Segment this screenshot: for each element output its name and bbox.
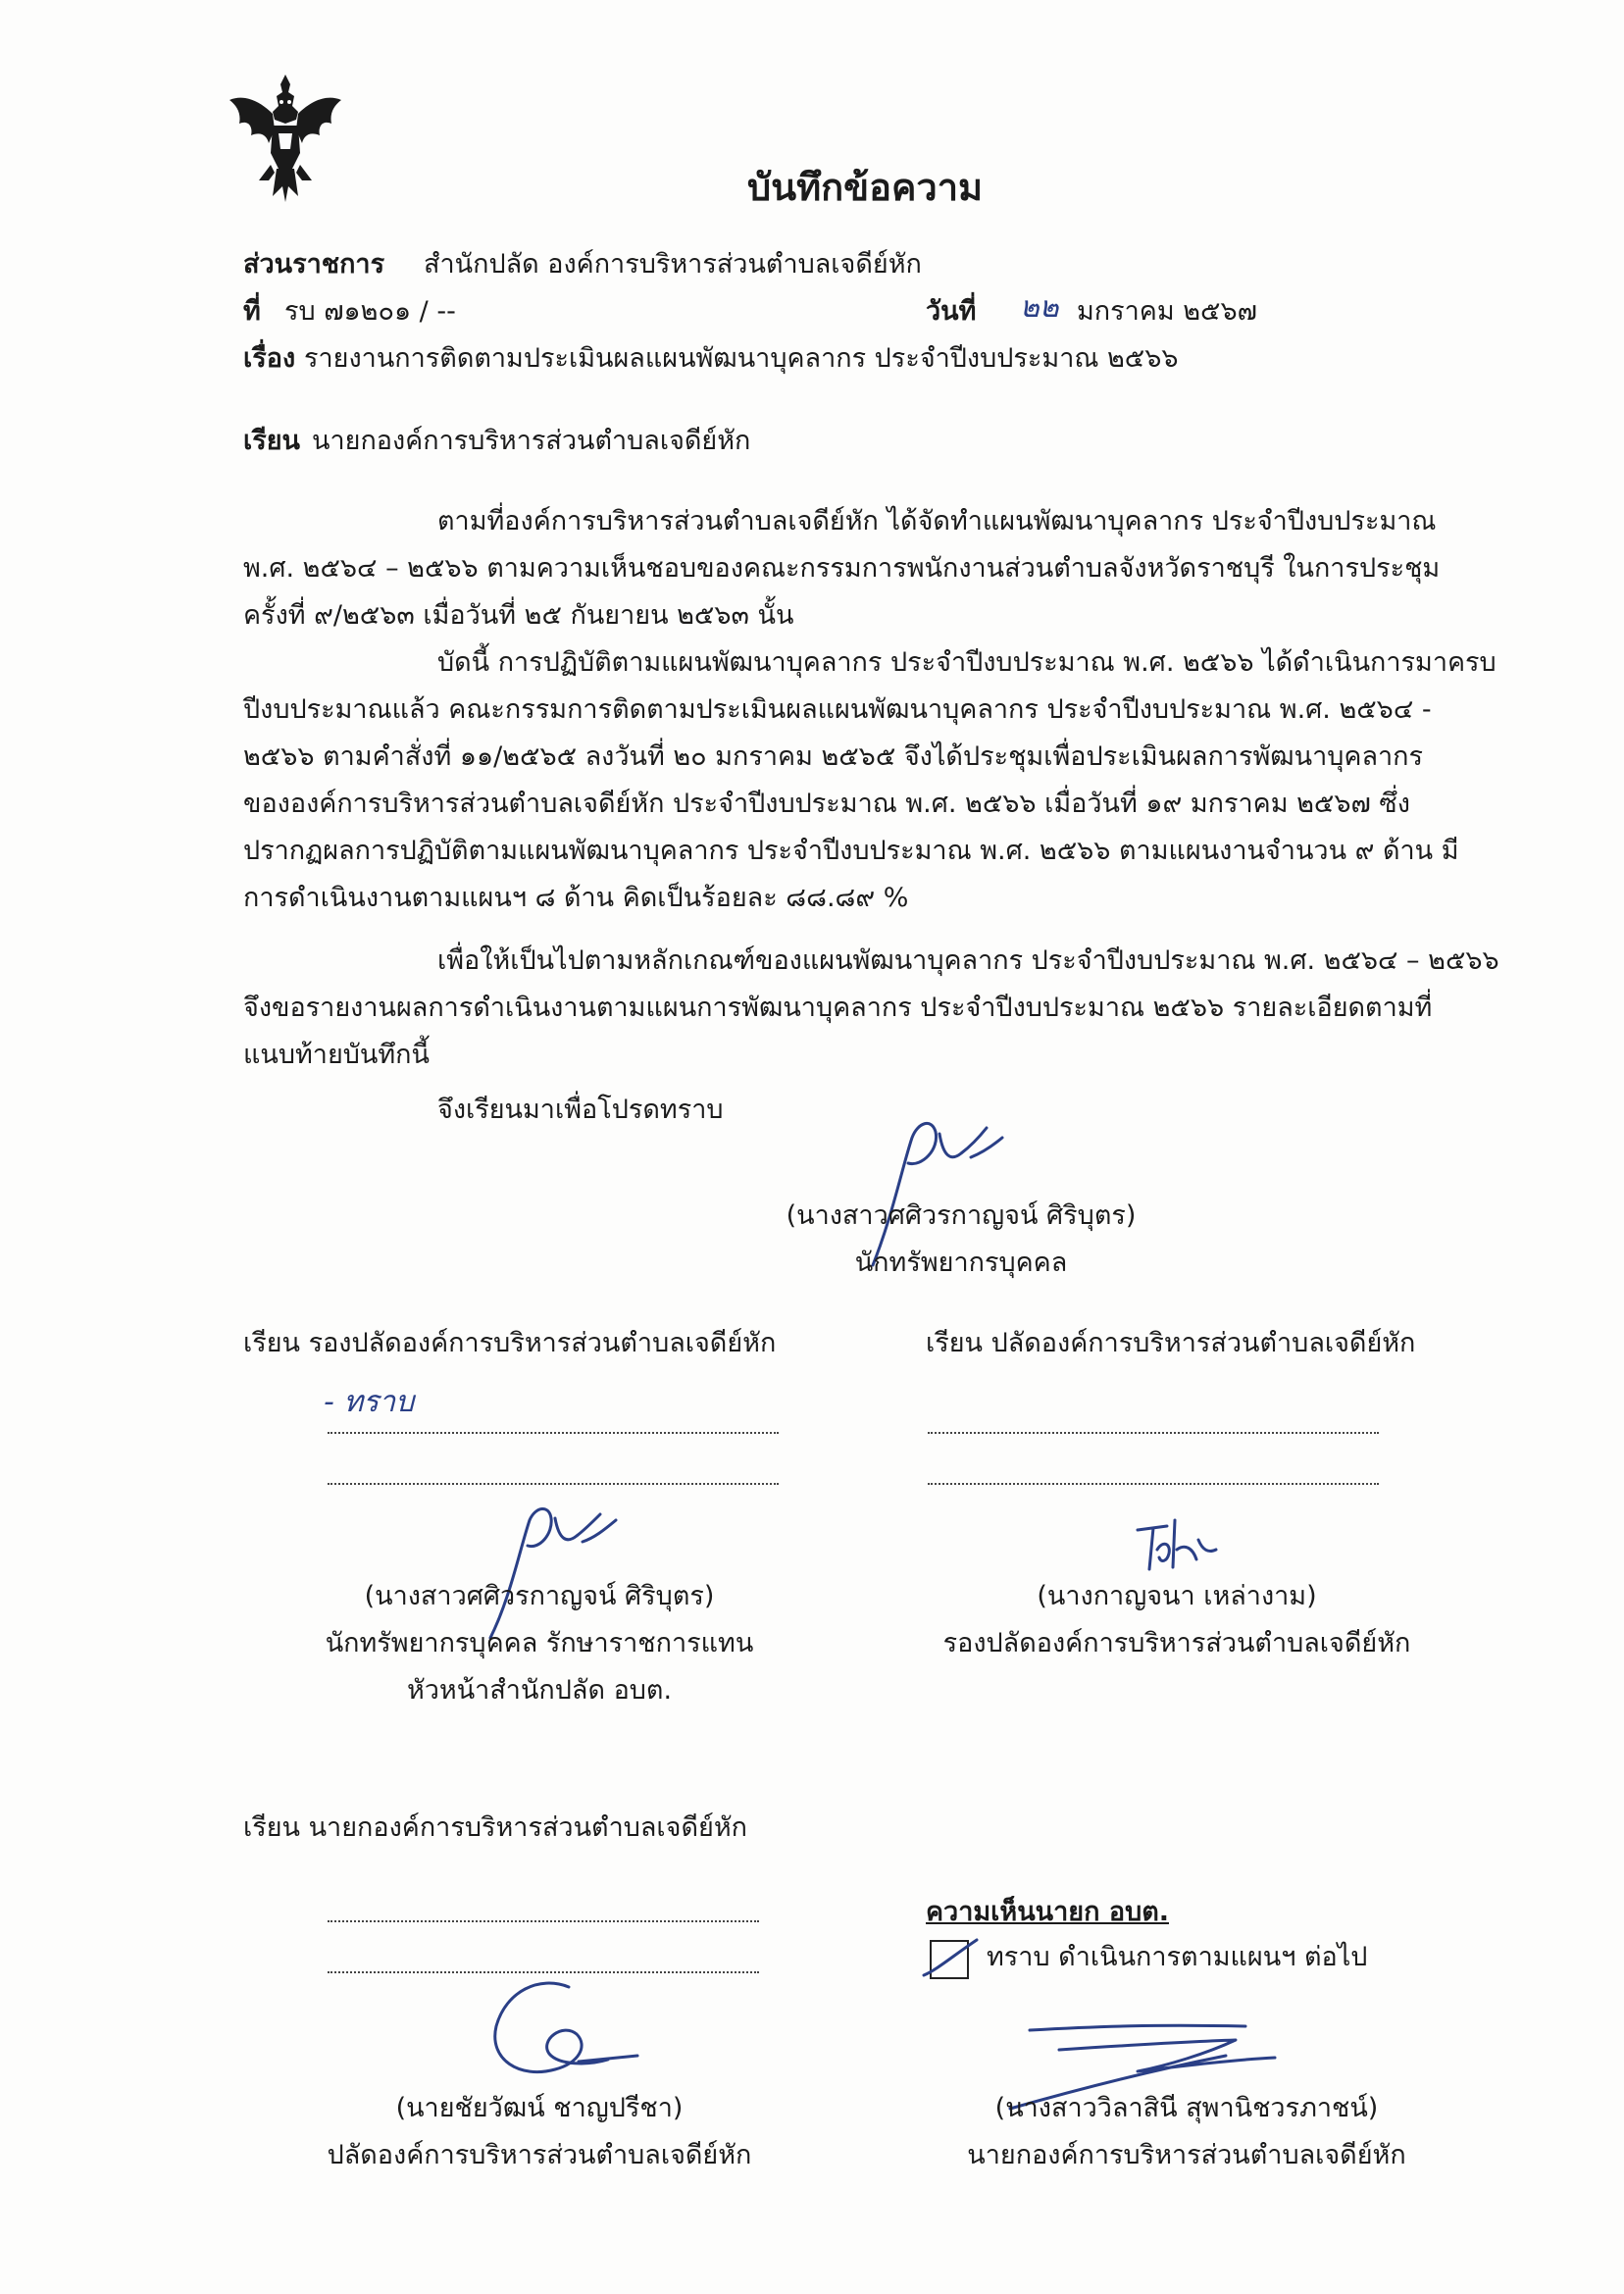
block-bottom-left-to: เรียน นายกองค์การบริหารส่วนตำบลเจดีย์หัก: [243, 1812, 747, 1843]
to-value: นายกองค์การบริหารส่วนตำบลเจดีย์หัก: [312, 426, 751, 456]
block-right-to: เรียน ปลัดองค์การบริหารส่วนตำบลเจดีย์หัก: [926, 1328, 1416, 1358]
body-p2-line: ปรากฏผลการปฏิบัติตามแผนพัฒนาบุคลากร ประจำปีงบประมาณ พ.ศ. ๒๕๖๖ ตามแผนงานจำนวน ๙ ด้าน มี: [243, 836, 1459, 866]
number-value: รบ ๗๑๒๐๑ / --: [284, 296, 456, 327]
body-p3-line: แนบท้ายบันทึกนี้: [243, 1040, 430, 1070]
block-right-dotted-line: [928, 1432, 1379, 1434]
garuda-emblem-icon: [224, 71, 347, 208]
date-label: วันที่: [926, 296, 977, 327]
number-label: ที่: [243, 296, 261, 327]
block-right-dotted-line: [928, 1483, 1379, 1485]
block-left-to: เรียน รองปลัดองค์การบริหารส่วนตำบลเจดีย์หัก: [243, 1328, 777, 1358]
block-left-position-2: หัวหน้าสำนักปลัด อบต.: [406, 1675, 673, 1706]
block-bottom-left-dotted-line: [328, 1920, 759, 1922]
block-right-name: (นางกาญจนา เหล่างาม): [1037, 1581, 1317, 1611]
body-p3-line: จึงขอรายงานผลการดำเนินงานตามแผนการพัฒนาบุคลากร ประจำปีงบประมาณ ๒๕๖๖ รายละเอียดตามที่: [243, 993, 1433, 1023]
block-bottom-left-name: (นายชัยวัฒน์ ชาญปรีชา): [395, 2093, 684, 2123]
subject-label: เรื่อง: [243, 343, 296, 374]
block-bottom-right-position: นายกองค์การบริหารส่วนตำบลเจดีย์หัก: [967, 2140, 1406, 2170]
agency-value: สำนักปลัด องค์การบริหารส่วนตำบลเจดีย์หัก: [424, 249, 922, 280]
block-left-name: (นางสาวศศิวรกาญจน์ ศิริบุตร): [364, 1581, 715, 1611]
block-bottom-right-heading: ความเห็นนายก อบต.: [926, 1897, 1169, 1927]
checkmark-icon: [918, 1930, 973, 1985]
body-p1-line: ตามที่องค์การบริหารส่วนตำบลเจดีย์หัก ได้จัดทำแผนพัฒนาบุคลากร ประจำปีงบประมาณ: [437, 506, 1437, 536]
subject-value: รายงานการติดตามประเมินผลแผนพัฒนาบุคลากร ประจำปีงบประมาณ ๒๕๖๖: [304, 343, 1179, 374]
memo-title: บันทึกข้อความ: [747, 166, 984, 209]
signer1-position: นักทรัพยากรบุคคล: [854, 1248, 1068, 1278]
block-left-dotted-line: [328, 1432, 779, 1434]
body-p2-line: การดำเนินงานตามแผนฯ ๘ ด้าน คิดเป็นร้อยละ ๘๘.๘๙ %: [243, 883, 909, 913]
body-p1-line: พ.ศ. ๒๕๖๔ – ๒๕๖๖ ตามความเห็นชอบของคณะกรรมการพนักงานส่วนตำบลจังหวัดราชบุรี ในการประชุม: [243, 553, 1441, 584]
agency-label: ส่วนราชการ: [243, 249, 385, 280]
body-p3-line: เพื่อให้เป็นไปตามหลักเกณฑ์ของแผนพัฒนาบุคลากร ประจำปีงบประมาณ พ.ศ. ๒๕๖๔ – ๒๕๖๖: [437, 945, 1499, 976]
to-label: เรียน: [243, 426, 301, 456]
block-bottom-left-position: ปลัดองค์การบริหารส่วนตำบลเจดีย์หัก: [327, 2140, 752, 2170]
block-right-position: รองปลัดองค์การบริหารส่วนตำบลเจดีย์หัก: [942, 1628, 1411, 1658]
block-left-dotted-line: [328, 1483, 779, 1485]
acknowledge-option-label: ทราบ ดำเนินการตามแผนฯ ต่อไป: [987, 1942, 1368, 1972]
date-day-handwritten: ๒๒: [1020, 290, 1059, 325]
closing-line: จึงเรียนมาเพื่อโปรดทราบ: [437, 1095, 724, 1125]
body-p2-line: ๒๕๖๖ ตามคำสั่งที่ ๑๑/๒๕๖๕ ลงวันที่ ๒๐ มกราคม ๒๕๖๕ จึงได้ประชุมเพื่อประเมินผลการพัฒนาบุคลากร: [243, 741, 1424, 772]
body-p2-line: บัดนี้ การปฏิบัติตามแผนพัฒนาบุคลากร ประจำปีงบประมาณ พ.ศ. ๒๕๖๖ ได้ดำเนินการมาครบ: [437, 647, 1497, 678]
body-p1-line: ครั้งที่ ๙/๒๕๖๓ เมื่อวันที่ ๒๕ กันยายน ๒๕๖๓ นั้น: [243, 600, 794, 631]
acknowledge-checkbox[interactable]: [930, 1940, 969, 1979]
block-left-handwritten-note: - ทราบ: [324, 1385, 415, 1419]
block-left-position-1: นักทรัพยากรบุคคล รักษาราชการแทน: [325, 1628, 754, 1658]
date-value: มกราคม ๒๕๖๗: [1077, 296, 1257, 327]
signer1-name: (นางสาวศศิวรกาญจน์ ศิริบุตร): [786, 1200, 1137, 1231]
body-p2-line: ปีงบประมาณแล้ว คณะกรรมการติดตามประเมินผลแผนพัฒนาบุคลากร ประจำปีงบประมาณ พ.ศ. ๒๕๖๔ -: [243, 694, 1432, 725]
block-bottom-right-name: (นางสาววิลาสินี สุพานิชวรภาชน์): [994, 2093, 1379, 2123]
body-p2-line: ขององค์การบริหารส่วนตำบลเจดีย์หัก ประจำปีงบประมาณ พ.ศ. ๒๕๖๖ เมื่อวันที่ ๑๙ มกราคม ๒๕๖๗ ซึ่ง: [243, 789, 1410, 819]
signature-4-scribble: [461, 1971, 657, 2099]
